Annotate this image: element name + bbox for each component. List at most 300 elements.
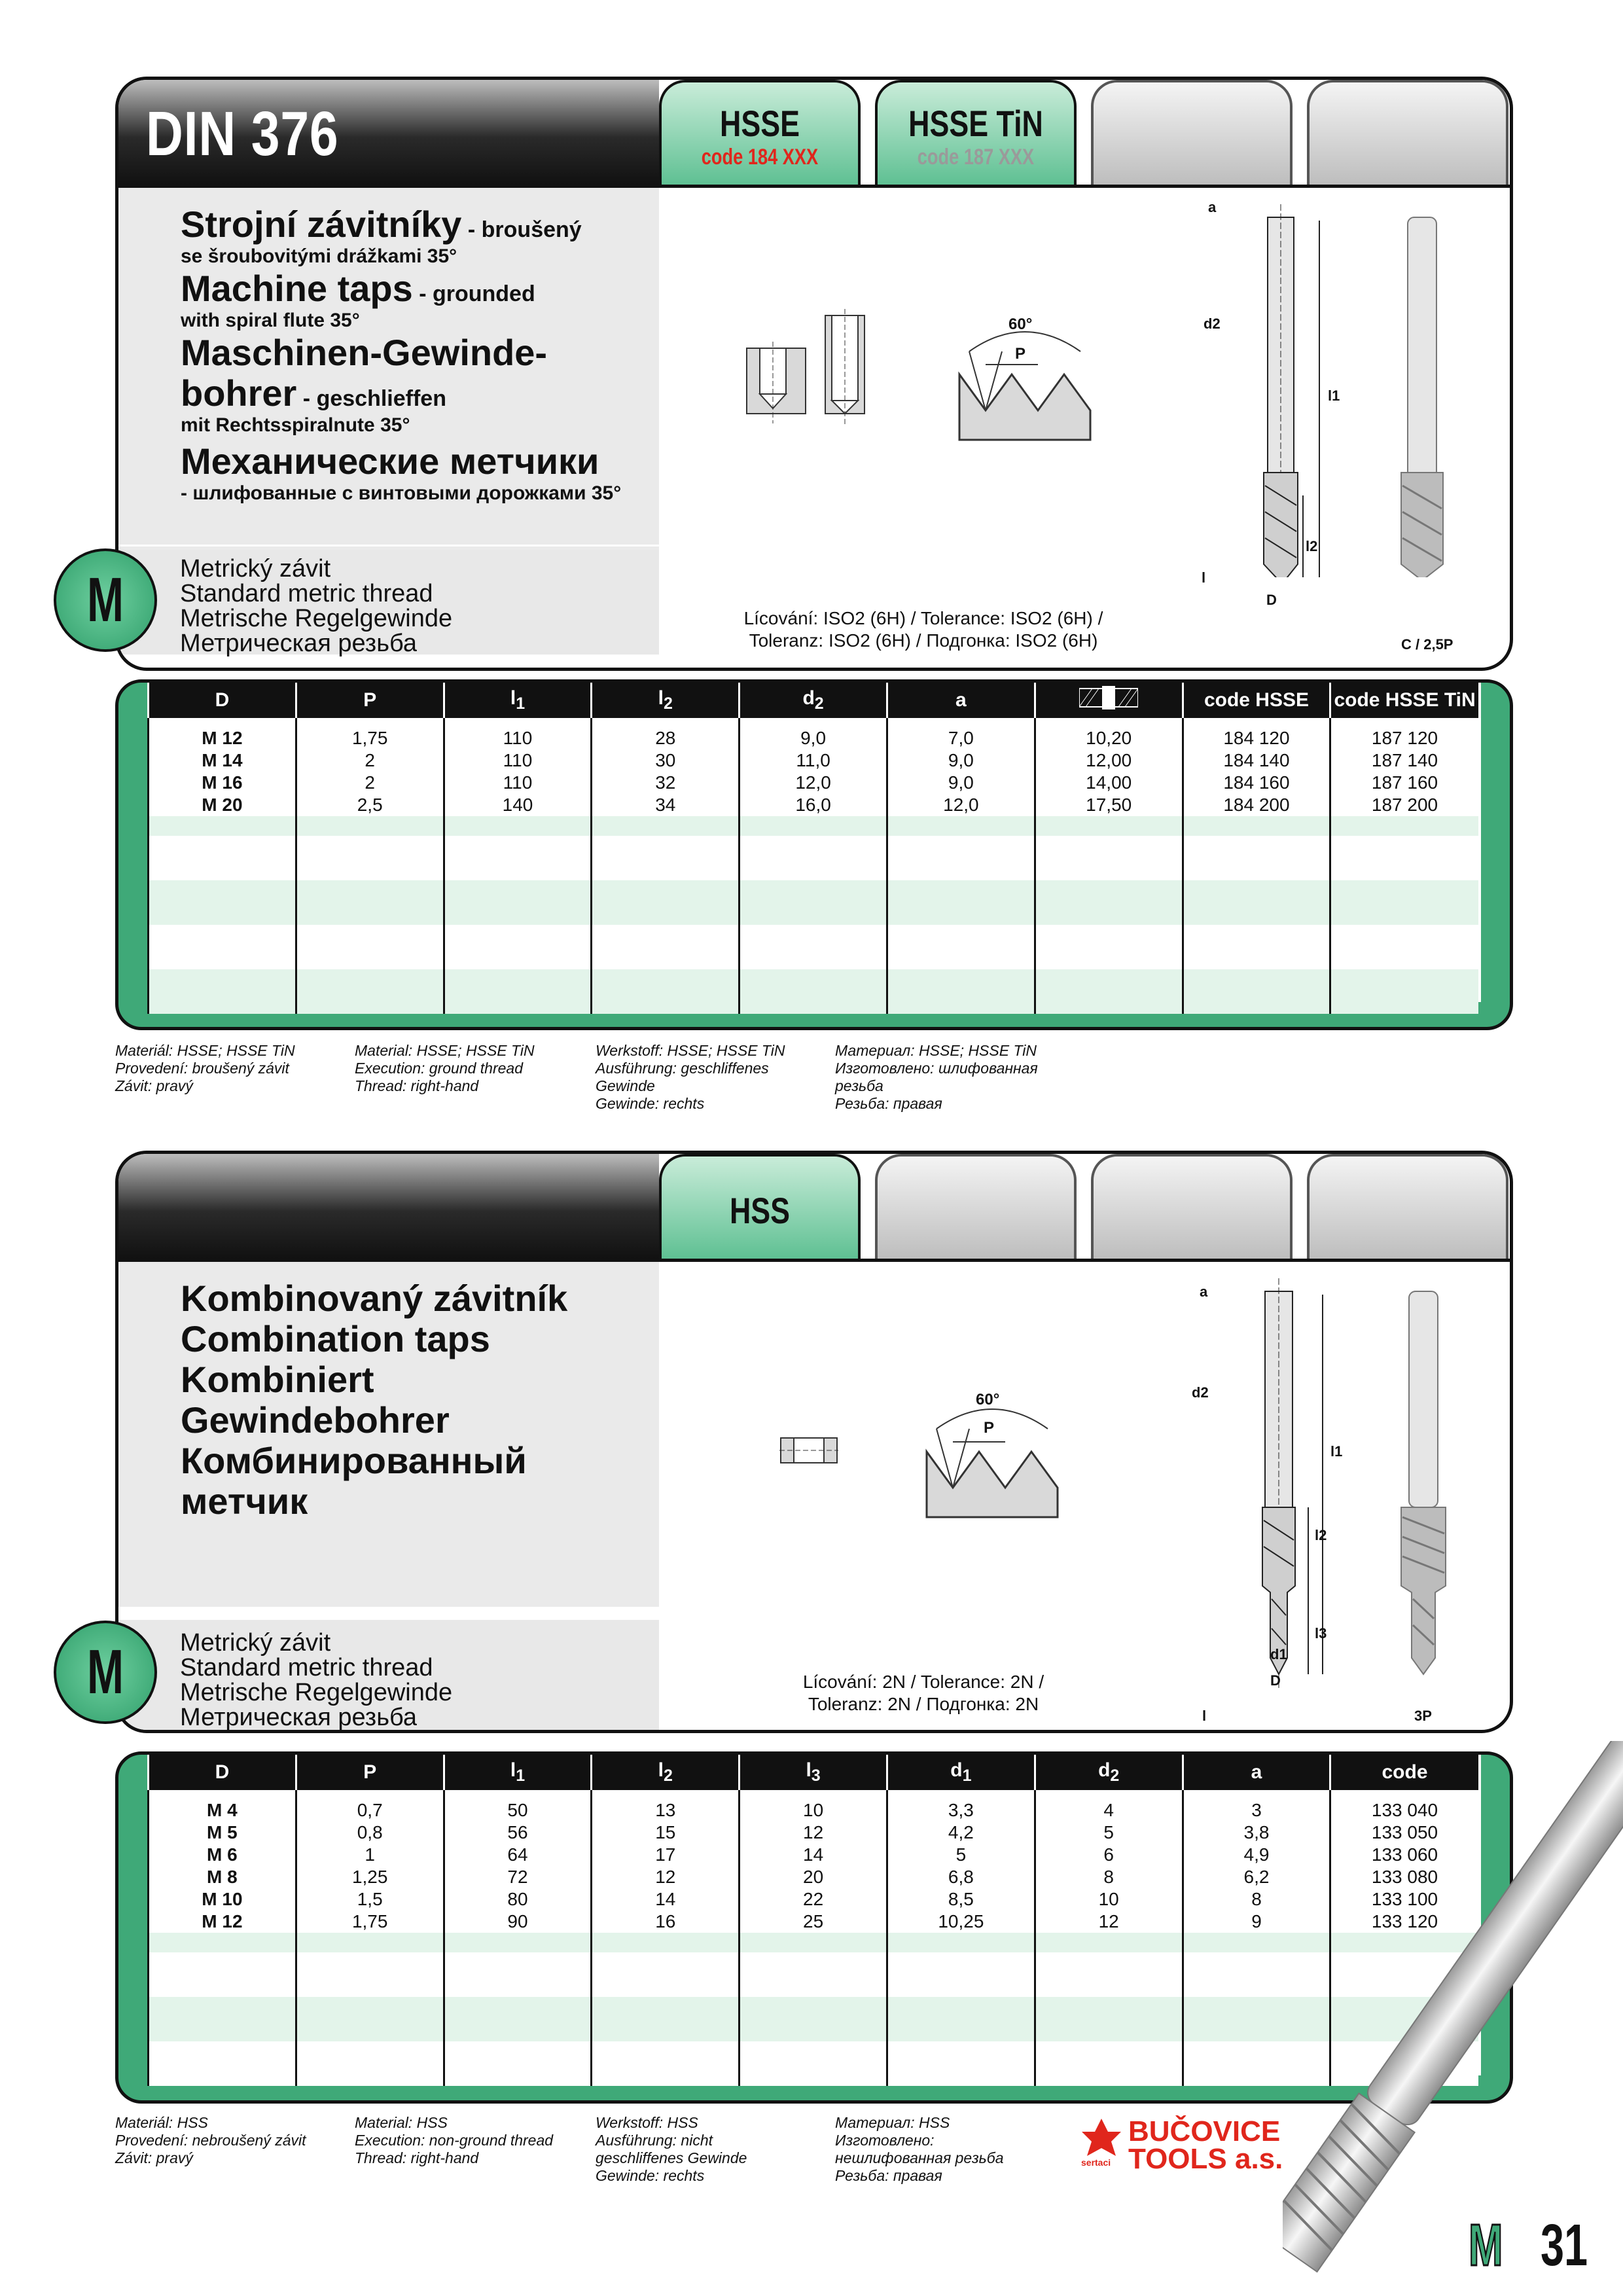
table-cell: 110 [444, 749, 592, 772]
table-row [149, 749, 1478, 772]
table-cell: 5 [1035, 1821, 1183, 1844]
table-cell: M 12 [149, 1910, 296, 1933]
through-hole-icon [779, 1434, 838, 1467]
bottom-spec-table [147, 1755, 1478, 2086]
title-de-1: Maschinen-Gewinde- [181, 332, 548, 373]
bottom-header-bar [118, 1154, 659, 1259]
note-line: Material: HSSE; HSSE TiN [355, 1042, 535, 1059]
tab-empty-2 [1307, 80, 1508, 187]
table-cell: 133 100 [1330, 1888, 1478, 1910]
table-cell-empty [592, 1997, 740, 2041]
title-en: Machine taps [181, 268, 413, 309]
table-cell-empty [149, 925, 296, 969]
table-cell-empty [592, 2041, 740, 2086]
section-badge-top-label: M [87, 565, 124, 635]
bottom-notes-ru [835, 2114, 1003, 2185]
table-cell-empty [296, 1952, 444, 1997]
table-cell-empty [1035, 880, 1183, 925]
logo-line-1: BUČOVICE [1128, 2115, 1281, 2147]
table-cell-empty [740, 1933, 887, 1952]
table-header-row [149, 1755, 1478, 1790]
table-row-empty [149, 925, 1478, 969]
table-cell-empty [592, 969, 740, 1014]
note-line: Gewinde [596, 1077, 655, 1094]
table-cell: 1,75 [296, 718, 444, 749]
table-cell: 25 [740, 1910, 887, 1933]
metric-line-cz: Metrický závit [180, 1629, 331, 1657]
dim-l1: l1 [1328, 387, 1340, 404]
metric-line-en: Standard metric thread [180, 580, 433, 607]
subtitle-de: mit Rechtsspiralnute 35° [181, 414, 410, 436]
col-d2: $d_2$ [1035, 1755, 1183, 1790]
metric-line-cz: Metrický závit [180, 555, 331, 583]
table-cell: 10,25 [887, 1910, 1035, 1933]
table-cell: M 16 [149, 772, 296, 794]
col-d2: $d_2$ [740, 683, 887, 718]
metric-line-en: Standard metric thread [180, 1654, 433, 1681]
table-cell: 133 050 [1330, 1821, 1478, 1844]
note-line: Werkstoff: HSS [596, 2114, 698, 2131]
table-cell-empty [444, 969, 592, 1014]
title-de-2: bohrer [181, 372, 297, 414]
table-cell: M 4 [149, 1790, 296, 1821]
top-notes-cz [115, 1042, 295, 1095]
table-cell: 34 [592, 794, 740, 816]
title-cz: Strojní závitníky [181, 204, 462, 245]
table-cell-empty [740, 925, 887, 969]
note-line: Materiál: HSSE; HSSE TiN [115, 1042, 295, 1059]
metric-line-ru: Метрическая резьба [180, 630, 418, 657]
table-cell-empty [740, 836, 887, 880]
bottom-product-panel [115, 1151, 1513, 1733]
table-cell: 10 [1035, 1888, 1183, 1910]
table-cell-empty [1035, 836, 1183, 880]
tab-empty-1 [1091, 80, 1293, 187]
table-cell-empty [149, 969, 296, 1014]
table-cell-empty [1330, 925, 1478, 969]
table-cell: M 6 [149, 1844, 296, 1866]
table-cell: 187 200 [1330, 794, 1478, 816]
table-row-empty [149, 969, 1478, 1014]
tab-hss[interactable] [659, 1154, 861, 1261]
thread-pitch-label: P [984, 1419, 995, 1437]
note-line: Závit: pravý [115, 2149, 193, 2166]
table-cell: 10,20 [1035, 718, 1183, 749]
table-cell: M 12 [149, 718, 296, 749]
table-cell-empty [592, 1933, 740, 1952]
table-cell-empty [444, 1933, 592, 1952]
table-cell-empty [149, 880, 296, 925]
table-row-empty [149, 2041, 1478, 2086]
table-cell-empty [1183, 969, 1330, 1014]
table-cell: 133 040 [1330, 1790, 1478, 1821]
table-cell: 14 [592, 1888, 740, 1910]
table-cell-empty [444, 925, 592, 969]
tab-empty-3 [875, 1154, 1077, 1261]
dim-d2: d2 [1192, 1384, 1209, 1401]
table-cell-empty [296, 1997, 444, 2041]
table-cell-empty [887, 2041, 1035, 2086]
col-P: P [296, 683, 444, 718]
bottom-notes-cz [115, 2114, 306, 2167]
logo-emblem-text: sertaci [1081, 2157, 1111, 2168]
table-cell-empty [1183, 836, 1330, 880]
table-cell: 9,0 [887, 749, 1035, 772]
note-line: Závit: pravý [115, 1077, 193, 1094]
table-cell: 140 [444, 794, 592, 816]
logo-line-2: TOOLS a.s. [1128, 2143, 1283, 2175]
table-cell: 17,50 [1035, 794, 1183, 816]
note-line: Материал: HSSE; HSSE TiN [835, 1042, 1037, 1059]
table-cell: 6,2 [1183, 1866, 1330, 1888]
dim-a: a [1200, 1283, 1208, 1300]
table-cell: 1,25 [296, 1866, 444, 1888]
table-cell-empty [1183, 880, 1330, 925]
table-cell: 2 [296, 772, 444, 794]
chamfer-label: 3P [1414, 1708, 1432, 1724]
title-cz: Kombinovaný závitník [181, 1278, 568, 1319]
note-line: Резьба: правая [835, 1095, 942, 1112]
table-cell-empty [296, 836, 444, 880]
table-row [149, 1844, 1478, 1866]
table-cell: 16 [592, 1910, 740, 1933]
table-cell: 10 [740, 1790, 887, 1821]
metric-divider [118, 1607, 659, 1620]
col-drill-icon [1035, 683, 1183, 718]
table-cell: 64 [444, 1844, 592, 1866]
table-cell: M 5 [149, 1821, 296, 1844]
col-l2: $l_2$ [592, 1755, 740, 1790]
metric-line-ru: Метрическая резьба [180, 1704, 418, 1731]
table-row-empty [149, 1933, 1478, 1952]
table-cell: 16,0 [740, 794, 887, 816]
table-cell-empty [740, 2041, 887, 2086]
table-cell: 9,0 [740, 718, 887, 749]
table-cell: 8 [1183, 1888, 1330, 1910]
table-cell-empty [887, 816, 1035, 836]
dim-l: l [1202, 569, 1206, 586]
table-row-empty [149, 836, 1478, 880]
note-line: Изготовлено: шлифованная [835, 1060, 1038, 1077]
table-cell-empty [1035, 1952, 1183, 1997]
table-cell: 8,5 [887, 1888, 1035, 1910]
table-cell-empty [1330, 969, 1478, 1014]
table-cell-empty [887, 1997, 1035, 2041]
table-cell-empty [887, 836, 1035, 880]
tab-empty-4 [1091, 1154, 1293, 1261]
note-line: резьба [835, 1077, 883, 1094]
table-cell: M 14 [149, 749, 296, 772]
title-de-suffix: - geschlieffen [296, 386, 446, 411]
col-P: P [296, 1755, 444, 1790]
dim-l1: l1 [1330, 1443, 1343, 1460]
tab-hsse-label: HSSE [720, 103, 800, 144]
note-line: Резьба: правая [835, 2167, 942, 2184]
table-cell-empty [149, 1933, 296, 1952]
table-cell: 12 [740, 1821, 887, 1844]
note-line: Gewinde: rechts [596, 1095, 705, 1112]
tolerance-text [694, 1671, 1152, 1715]
table-cell-empty [740, 969, 887, 1014]
table-cell-empty [887, 1952, 1035, 1997]
table-cell-empty [1035, 925, 1183, 969]
table-cell-empty [149, 836, 296, 880]
table-cell-empty [296, 880, 444, 925]
thread-profile-icon [923, 1390, 1061, 1520]
tolerance-line-1: Lícování: ISO2 (6H) / Tolerance: ISO2 (6H) / [743, 608, 1103, 628]
tolerance-line-2: Toleranz: 2N / Подгонка: 2N [808, 1694, 1039, 1714]
tolerance-line-2: Toleranz: ISO2 (6H) / Подгонка: ISO2 (6H) [749, 630, 1098, 651]
table-cell: 2,5 [296, 794, 444, 816]
title-block [181, 204, 658, 505]
table-cell: 90 [444, 1910, 592, 1933]
table-cell-empty [149, 816, 296, 836]
table-cell: 17 [592, 1844, 740, 1866]
table-row [149, 1821, 1478, 1844]
table-cell: 13 [592, 1790, 740, 1821]
table-row [149, 718, 1478, 749]
top-notes-ru [835, 1042, 1038, 1113]
metric-line-de: Metrische Regelgewinde [180, 1679, 453, 1706]
table-cell: 12 [1035, 1910, 1183, 1933]
table-cell-empty [149, 2041, 296, 2086]
top-notes-en [355, 1042, 535, 1095]
col-a: a [887, 683, 1035, 718]
table-cell-empty [592, 1952, 740, 1997]
table-cell-empty [296, 969, 444, 1014]
table-cell-empty [444, 1952, 592, 1997]
bottom-notes-en [355, 2114, 553, 2167]
table-row [149, 772, 1478, 794]
table-cell-empty [149, 1952, 296, 1997]
table-cell: 110 [444, 718, 592, 749]
table-cell: 1,5 [296, 1888, 444, 1910]
dim-d2: d2 [1204, 315, 1221, 332]
table-cell-empty [592, 925, 740, 969]
table-cell-empty [296, 2041, 444, 2086]
title-de-1: Kombiniert [181, 1359, 374, 1400]
table-row-empty [149, 1952, 1478, 1997]
table-row [149, 794, 1478, 816]
tab-hsse-tin[interactable] [875, 80, 1077, 187]
thread-angle-label: 60° [976, 1391, 1000, 1408]
tab-hsse-tin-label: HSSE TiN [908, 103, 1043, 144]
note-line: Материал: HSS [835, 2114, 950, 2131]
table-cell: 8 [1035, 1866, 1183, 1888]
note-line: нешлифованная резьба [835, 2149, 1004, 2166]
table-row-empty [149, 880, 1478, 925]
note-line: Execution: ground thread [355, 1060, 524, 1077]
subtitle-en: with spiral flute 35° [181, 310, 360, 331]
note-line: Thread: right-hand [355, 1077, 479, 1094]
table-cell: 184 140 [1183, 749, 1330, 772]
note-line: Provedení: broušený závit [115, 1060, 289, 1077]
tab-hsse[interactable] [659, 80, 861, 187]
col-l3: $l_3$ [740, 1755, 887, 1790]
table-cell: 28 [592, 718, 740, 749]
table-cell: 184 200 [1183, 794, 1330, 816]
table-cell-empty [887, 1933, 1035, 1952]
combination-tap-drawing [1205, 1272, 1512, 1691]
table-cell: 12,0 [740, 772, 887, 794]
table-cell: 7,0 [887, 718, 1035, 749]
table-cell: 110 [444, 772, 592, 794]
table-cell-empty [1035, 2041, 1183, 2086]
table-cell: 4,9 [1183, 1844, 1330, 1866]
dim-a: a [1208, 199, 1217, 215]
table-cell-empty [1330, 880, 1478, 925]
logo-emblem-icon [1079, 2115, 1124, 2161]
tab-hsse-code: code 184 XXX [701, 145, 819, 170]
title-cz-suffix: - broušený [461, 217, 582, 242]
table-cell-empty [1035, 816, 1183, 836]
table-cell: 6 [1035, 1844, 1183, 1866]
table-cell-empty [296, 925, 444, 969]
note-line: Ausführung: nicht [596, 2132, 713, 2149]
table-cell: 14,00 [1035, 772, 1183, 794]
table-cell-empty [887, 925, 1035, 969]
chamfer-label: C / 2,5P [1401, 636, 1454, 653]
table-cell: 9 [1183, 1910, 1330, 1933]
title-ru-1: Комбинированный [181, 1440, 527, 1481]
metric-lines [180, 1630, 452, 1730]
table-cell: 22 [740, 1888, 887, 1910]
table-cell: 14 [740, 1844, 887, 1866]
title-ru: Механические метчики [181, 440, 599, 482]
table-cell-empty [740, 1952, 887, 1997]
table-cell: 3 [1183, 1790, 1330, 1821]
table-cell: 4,2 [887, 1821, 1035, 1844]
table-row-empty [149, 1997, 1478, 2041]
table-cell: M 10 [149, 1888, 296, 1910]
table-cell: 187 160 [1330, 772, 1478, 794]
thread-pitch-label: P [1015, 345, 1026, 363]
note-line: Изготовлено: [835, 2132, 935, 2149]
col-code: code [1330, 1755, 1478, 1790]
dim-l3: l3 [1315, 1625, 1327, 1641]
title-ru-2: метчик [181, 1480, 308, 1522]
table-cell: 4 [1035, 1790, 1183, 1821]
section-badge-bottom-label: M [87, 1637, 124, 1707]
table-cell-empty [444, 1997, 592, 2041]
tab-hss-label: HSS [729, 1190, 791, 1231]
table-cell: 56 [444, 1821, 592, 1844]
section-badge-top [54, 548, 157, 652]
table-cell: 50 [444, 1790, 592, 1821]
table-cell: 72 [444, 1866, 592, 1888]
title-en-suffix: - grounded [412, 281, 535, 306]
table-cell-empty [296, 1933, 444, 1952]
metric-line-de: Metrische Regelgewinde [180, 605, 453, 632]
col-l2: $l_2$ [592, 683, 740, 718]
tolerance-line-1: Lícování: 2N / Tolerance: 2N / [802, 1672, 1044, 1692]
table-cell-empty [740, 880, 887, 925]
dim-d1: d1 [1270, 1646, 1287, 1662]
metric-lines [180, 556, 452, 656]
table-cell: 20 [740, 1866, 887, 1888]
table-cell: 3,8 [1183, 1821, 1330, 1844]
top-product-panel [115, 77, 1513, 671]
col-D: D [149, 1755, 296, 1790]
table-cell-empty [444, 880, 592, 925]
table-cell: 80 [444, 1888, 592, 1910]
title-en: Combination taps [181, 1318, 490, 1359]
dim-D: D [1266, 592, 1277, 608]
table-cell: 12,0 [887, 794, 1035, 816]
table-cell-empty [1330, 816, 1478, 836]
table-row [149, 1910, 1478, 1933]
table-cell: 11,0 [740, 749, 887, 772]
thread-angle-label: 60° [1008, 315, 1033, 333]
table-cell: M 8 [149, 1866, 296, 1888]
table-cell: 6,8 [887, 1866, 1035, 1888]
note-line: Thread: right-hand [355, 2149, 479, 2166]
tab-empty-5 [1307, 1154, 1508, 1261]
note-line: Material: HSS [355, 2114, 448, 2131]
col-D: D [149, 683, 296, 718]
table-header-row [149, 683, 1478, 718]
note-line: Provedení: nebroušený závit [115, 2132, 306, 2149]
table-cell: 184 160 [1183, 772, 1330, 794]
table-cell: 30 [592, 749, 740, 772]
table-cell-empty [1035, 969, 1183, 1014]
title-block [181, 1278, 567, 1522]
col-code-hsse-tin: code HSSE TiN [1330, 683, 1478, 718]
top-notes-de [596, 1042, 785, 1113]
dim-l2: l2 [1306, 538, 1318, 554]
table-cell: 1 [296, 1844, 444, 1866]
col-code-hsse: code HSSE [1183, 683, 1330, 718]
note-line: Gewinde: rechts [596, 2167, 705, 2184]
table-cell-empty [296, 816, 444, 836]
drill-hole-icon [1079, 685, 1138, 711]
col-d1: $d_1$ [887, 1755, 1035, 1790]
table-cell: 3,3 [887, 1790, 1035, 1821]
table-cell-empty [444, 816, 592, 836]
table-cell: 184 120 [1183, 718, 1330, 749]
table-cell-empty [592, 816, 740, 836]
col-a: a [1183, 1755, 1330, 1790]
table-cell-empty [1183, 816, 1330, 836]
note-line: Werkstoff: HSSE; HSSE TiN [596, 1042, 785, 1059]
table-cell: 5 [887, 1844, 1035, 1866]
table-row [149, 1790, 1478, 1821]
table-cell: 133 080 [1330, 1866, 1478, 1888]
table-cell: 1,75 [296, 1910, 444, 1933]
page-number: 31 [1541, 2213, 1588, 2278]
table-cell: M 20 [149, 794, 296, 816]
table-cell: 12,00 [1035, 749, 1183, 772]
standard-title: DIN 376 [146, 99, 339, 169]
top-header-bar [118, 80, 659, 185]
table-cell: 15 [592, 1821, 740, 1844]
table-cell: 187 140 [1330, 749, 1478, 772]
table-cell-empty [740, 1997, 887, 2041]
table-cell: 12 [592, 1866, 740, 1888]
note-line: geschliffenes Gewinde [596, 2149, 747, 2166]
table-cell-empty [444, 2041, 592, 2086]
note-line: Ausführung: geschliffenes [596, 1060, 769, 1077]
footer-section-letter: M [1469, 2213, 1503, 2278]
dim-l2: l2 [1315, 1527, 1327, 1543]
table-cell-empty [887, 880, 1035, 925]
table-row [149, 1888, 1478, 1910]
table-cell-empty [887, 969, 1035, 1014]
title-de-2: Gewindebohrer [181, 1399, 450, 1441]
table-cell: 0,7 [296, 1790, 444, 1821]
col-l1: $l_1$ [444, 683, 592, 718]
table-cell-empty [1035, 1933, 1183, 1952]
